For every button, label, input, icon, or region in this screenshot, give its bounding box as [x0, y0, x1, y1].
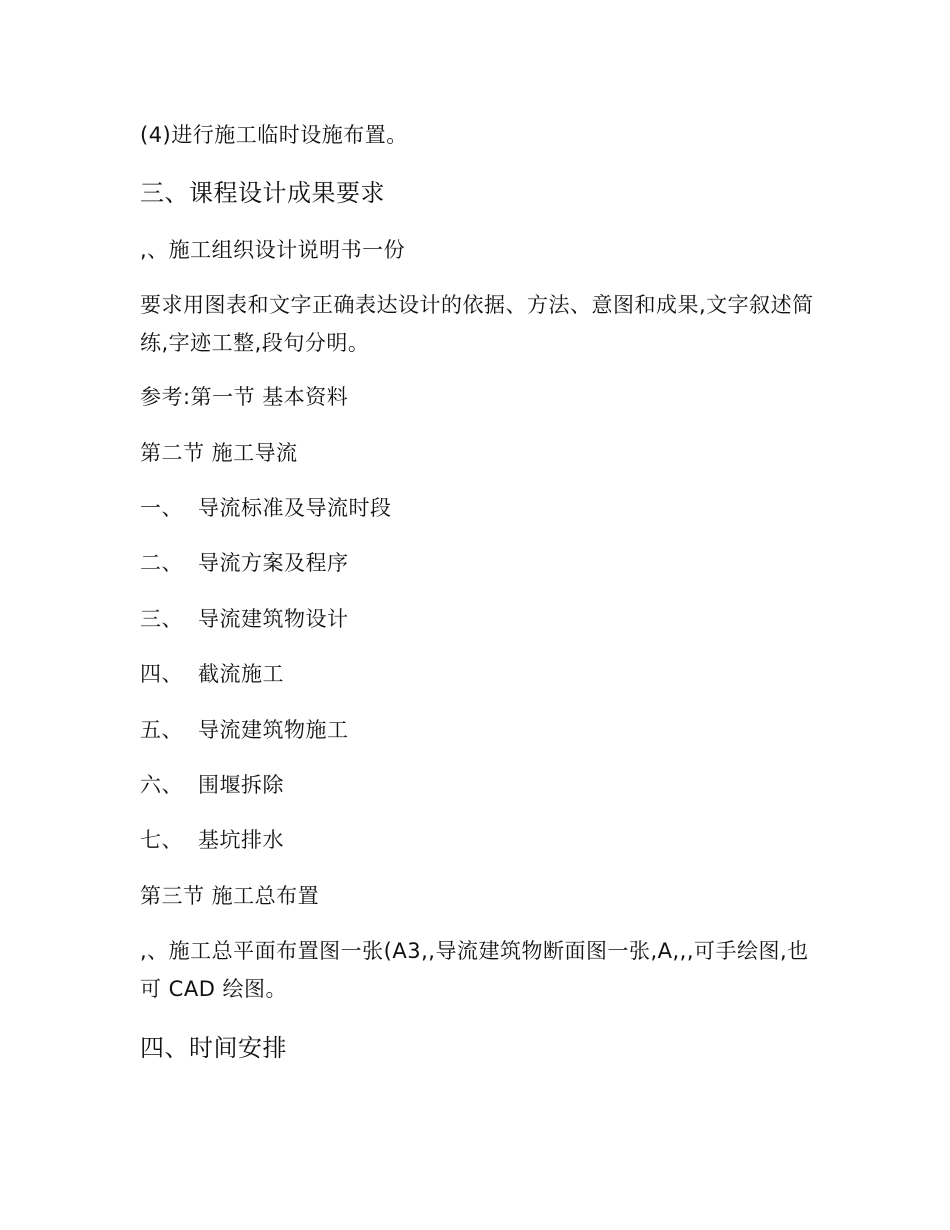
list-item-text: 导流方案及程序: [198, 551, 349, 575]
requirements-paragraph: 要求用图表和文字正确表达设计的依据、方法、意图和成果,文字叙述简练,字迹工整,段句分明。: [140, 293, 814, 355]
list-item-number: 一、: [140, 496, 183, 520]
list-item-number: 六、: [140, 773, 183, 797]
list-item-number: 七、: [140, 828, 183, 852]
list-item-text: 基坑排水: [198, 828, 284, 852]
list-item-text: 导流标准及导流时段: [198, 496, 392, 520]
section-3-title: 第三节 施工总布置: [140, 884, 320, 908]
section-heading-4: 四、时间安排: [140, 1034, 287, 1062]
list-item: [140, 720, 349, 741]
list-item: [140, 553, 349, 574]
list-item-number: 二、: [140, 551, 183, 575]
drawings-paragraph: ,、施工总平面布置图一张(A3,,导流建筑物断面图一张,A,,,可手绘图,也可 CAD 绘图。: [140, 939, 809, 1001]
list-item-text: 截流施工: [198, 662, 284, 686]
section-heading-3: 三、课程设计成果要求: [140, 179, 385, 207]
task-item-4: (4)进行施工临时设施布置。: [140, 123, 408, 147]
list-item: [140, 498, 392, 519]
list-item: [140, 664, 284, 685]
list-item-text: 导流建筑物施工: [198, 718, 349, 742]
section-2-title: 第二节 施工导流: [140, 441, 298, 465]
list-item-number: 五、: [140, 718, 183, 742]
list-item-text: 围堰拆除: [198, 773, 284, 797]
list-item: [140, 609, 349, 630]
list-item-number: 四、: [140, 662, 183, 686]
deliverable-1: ,、施工组织设计说明书一份: [140, 238, 406, 262]
list-item-text: 导流建筑物设计: [198, 607, 349, 631]
list-item-number: 三、: [140, 607, 183, 631]
list-item: [140, 775, 284, 796]
reference-section-1: 参考:第一节 基本资料: [140, 385, 349, 409]
list-item: [140, 830, 284, 851]
